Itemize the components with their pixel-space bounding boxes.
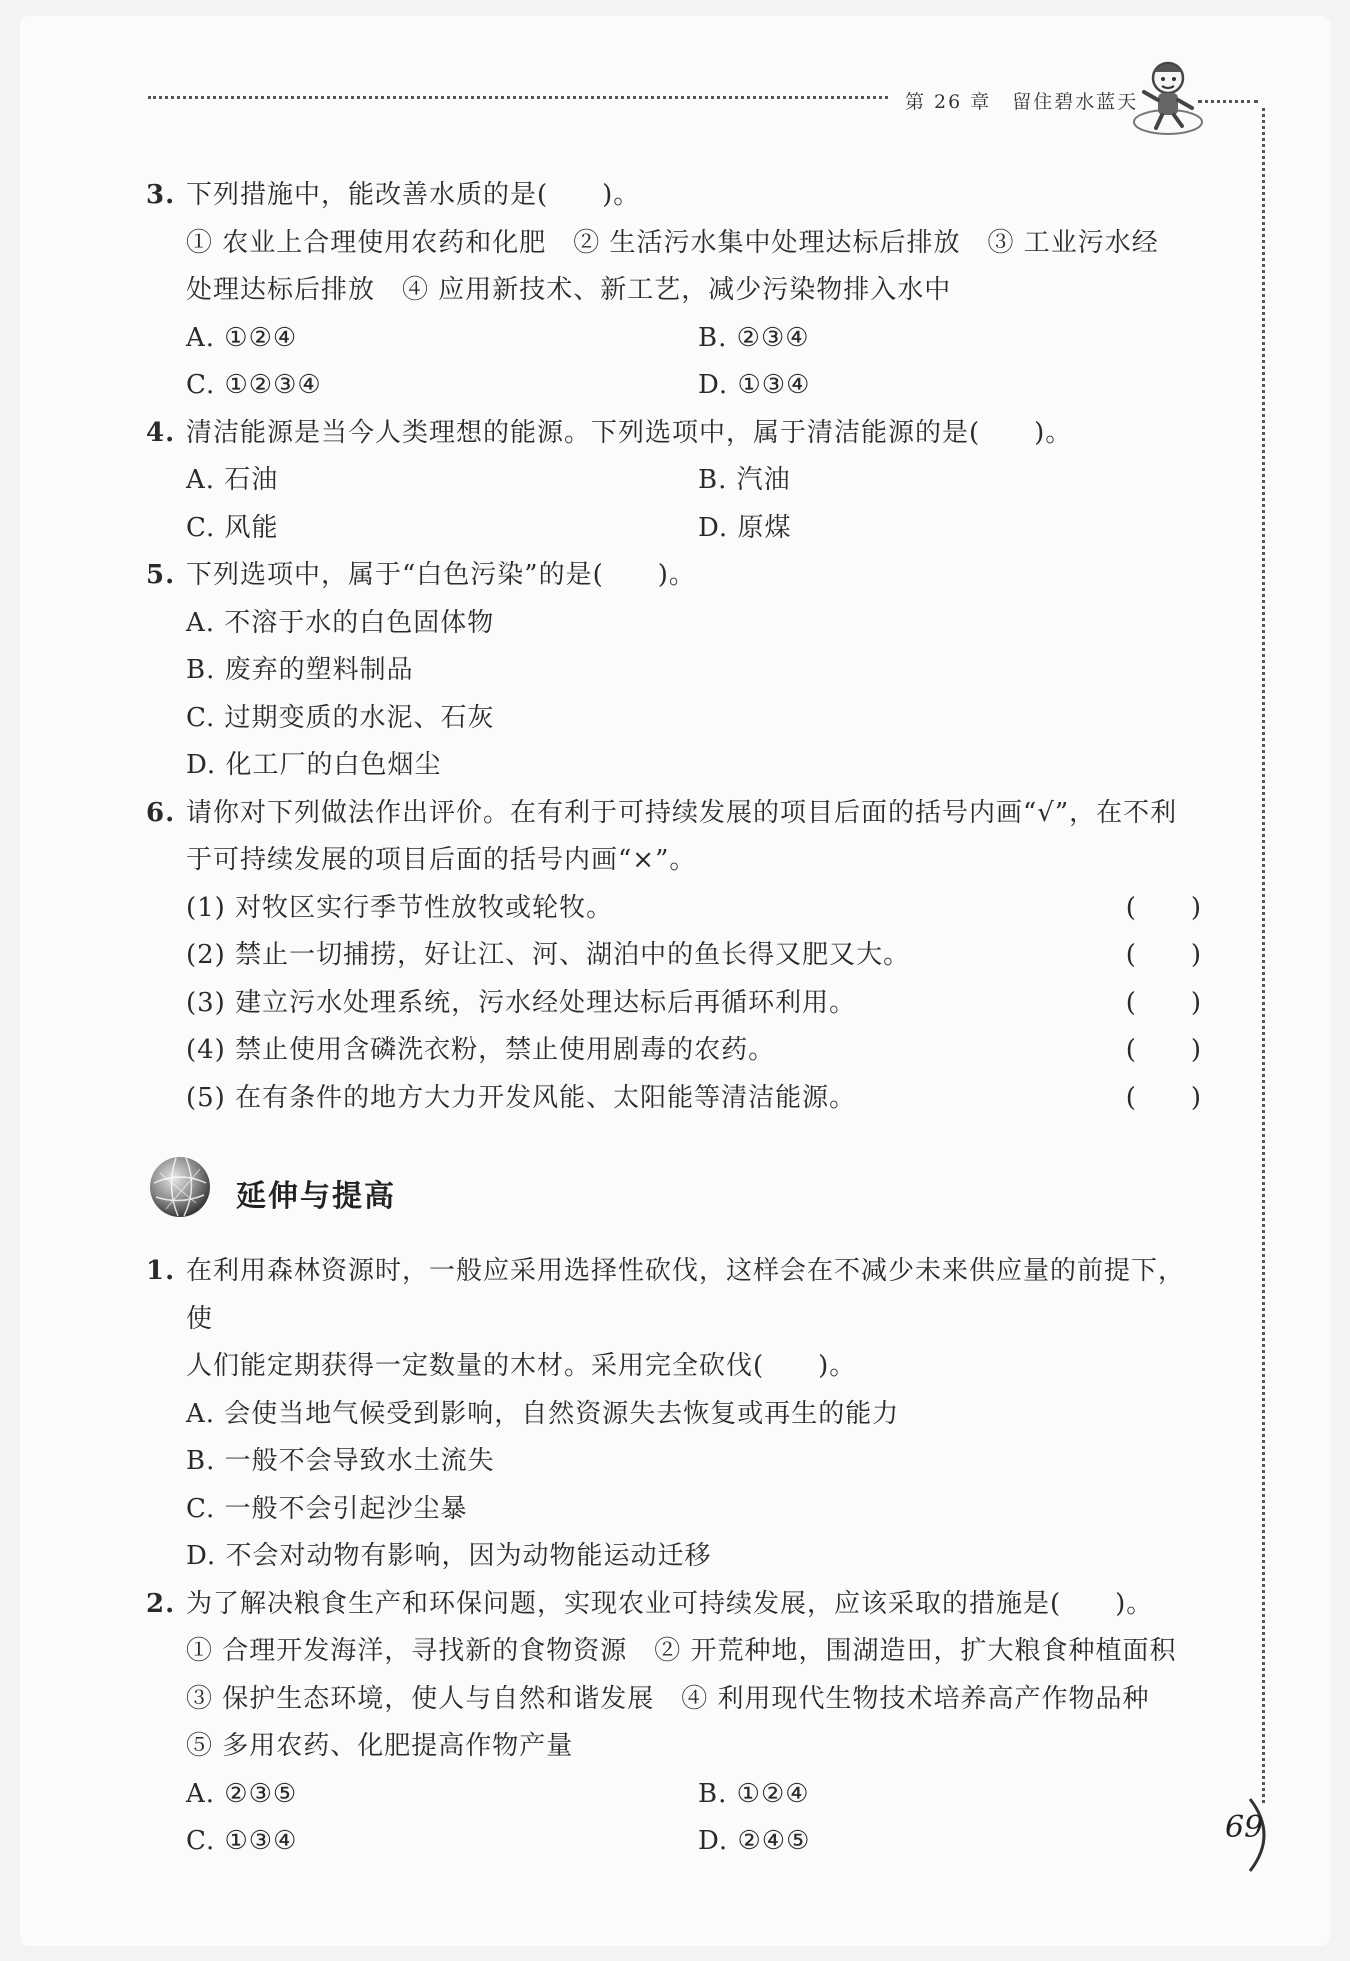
- practice-questions: [146, 172, 1206, 1122]
- question-stem: 在利用森林资源时，一般应采用选择性砍伐，这样会在不减少未来供应量的前提下，使: [186, 1256, 1186, 1334]
- option-a: A. ①②④: [186, 322, 298, 353]
- option-row: [146, 505, 1206, 553]
- question-3: [146, 172, 1206, 220]
- question-stem-continued: 人们能定期获得一定数量的木材。采用完全砍伐( )。: [186, 1351, 857, 1381]
- answer-blank[interactable]: ( ): [1125, 1082, 1202, 1113]
- question-4: [146, 410, 1206, 458]
- option-b: B. 一般不会导致水土流失: [186, 1446, 495, 1476]
- question-number: 4.: [146, 417, 176, 448]
- answer-blank[interactable]: ( ): [1125, 1035, 1202, 1065]
- question-statement: ③ 保护生态环境，使人与自然和谐发展 ④ 利用现代生物技术培养高产作物品种: [186, 1683, 1150, 1714]
- option-d: D. 不会对动物有影响，因为动物能运动迁移: [186, 1541, 712, 1571]
- question-number: 3.: [146, 180, 176, 210]
- right-margin-dotted-line: [1262, 108, 1265, 1803]
- option-c: C. 风能: [186, 512, 279, 543]
- extension-question-2: [146, 1581, 1206, 1629]
- item-text: (3) 建立污水处理系统，污水经处理达标后再循环利用。: [186, 987, 857, 1018]
- globe-icon: [146, 1153, 214, 1221]
- item-text: (4) 禁止使用含磷洗衣粉，禁止使用剧毒的农药。: [186, 1035, 776, 1065]
- question-number: 5.: [146, 560, 176, 590]
- option-a: A. 不溶于水的白色固体物: [186, 607, 495, 638]
- option-b: B. ①②④: [698, 1778, 810, 1809]
- answer-blank[interactable]: ( ): [1125, 940, 1202, 970]
- option-d: D. 原煤: [698, 512, 792, 543]
- question-statement: ① 农业上合理使用农药和化肥 ② 生活污水集中处理达标后排放 ③ 工业污水经: [186, 227, 1159, 258]
- option-a: A. 会使当地气候受到影响，自然资源失去恢复或再生的能力: [186, 1398, 900, 1429]
- question-number: 1.: [146, 1256, 176, 1286]
- option-d: D. 化工厂的白色烟尘: [186, 750, 442, 780]
- question-number: 2.: [146, 1588, 176, 1619]
- mascot-icon: [1128, 52, 1208, 142]
- extension-questions: [146, 1248, 1206, 1866]
- judgment-item: [146, 932, 1206, 980]
- option-d: D. ①③④: [698, 370, 811, 400]
- option-row: [146, 362, 1206, 410]
- page-number: 69: [1225, 1810, 1264, 1845]
- option-c: C. 过期变质的水泥、石灰: [186, 702, 495, 733]
- item-text: (2) 禁止一切捕捞，好让江、河、湖泊中的鱼长得又肥又大。: [186, 940, 911, 970]
- item-text: (1) 对牧区实行季节性放牧或轮牧。: [186, 892, 614, 923]
- judgment-item: [146, 1027, 1206, 1075]
- option-row: [146, 1771, 1206, 1819]
- option-c: C. 一般不会引起沙尘暴: [186, 1493, 468, 1524]
- question-number: 6.: [146, 797, 176, 828]
- option-a: A. 石油: [186, 465, 279, 495]
- judgment-item: [146, 1075, 1206, 1123]
- answer-blank[interactable]: ( ): [1125, 987, 1202, 1018]
- option-b: B. 汽油: [698, 465, 791, 495]
- option-row: [146, 457, 1206, 505]
- question-statement: ⑤ 多用农药、化肥提高作物产量: [186, 1731, 574, 1761]
- option-a: A. ②③⑤: [186, 1778, 298, 1809]
- option-c: C. ①②③④: [186, 370, 322, 400]
- question-5: [146, 552, 1206, 600]
- question-stem: 请你对下列做法作出评价。在有利于可持续发展的项目后面的括号内画“√”，在不利: [186, 797, 1178, 828]
- item-text: (5) 在有条件的地方大力开发风能、太阳能等清洁能源。: [186, 1082, 857, 1113]
- extension-question-1: [146, 1248, 1206, 1343]
- section-title: 延伸与提高: [236, 1179, 396, 1214]
- question-6: [146, 790, 1206, 838]
- chapter-title: 第 26 章 留住碧水蓝天: [905, 91, 1139, 113]
- section-heading: [146, 1153, 546, 1233]
- option-b: B. 废弃的塑料制品: [186, 655, 414, 685]
- question-stem: 下列措施中，能改善水质的是( )。: [186, 180, 641, 210]
- option-row: [146, 1818, 1206, 1866]
- question-stem-continued: 于可持续发展的项目后面的括号内画“×”。: [186, 845, 697, 875]
- option-d: D. ②④⑤: [698, 1826, 811, 1856]
- option-b: B. ②③④: [698, 322, 810, 353]
- option-row: [146, 315, 1206, 363]
- question-stem: 下列选项中，属于“白色污染”的是( )。: [186, 560, 696, 590]
- header-dotted-line: [148, 96, 888, 99]
- answer-blank[interactable]: ( ): [1125, 892, 1202, 923]
- question-statement: 处理达标后排放 ④ 应用新技术、新工艺，减少污染物排入水中: [186, 275, 952, 305]
- question-stem: 清洁能源是当今人类理想的能源。下列选项中，属于清洁能源的是( )。: [186, 417, 1073, 448]
- judgment-item: [146, 980, 1206, 1028]
- header-dotted-line-right: [1198, 100, 1258, 103]
- question-stem: 为了解决粮食生产和环保问题，实现农业可持续发展，应该采取的措施是( )。: [186, 1588, 1154, 1619]
- judgment-item: [146, 885, 1206, 933]
- option-c: C. ①③④: [186, 1826, 298, 1856]
- question-statement: ① 合理开发海洋，寻找新的食物资源 ② 开荒种地，围湖造田，扩大粮食种植面积: [186, 1636, 1177, 1666]
